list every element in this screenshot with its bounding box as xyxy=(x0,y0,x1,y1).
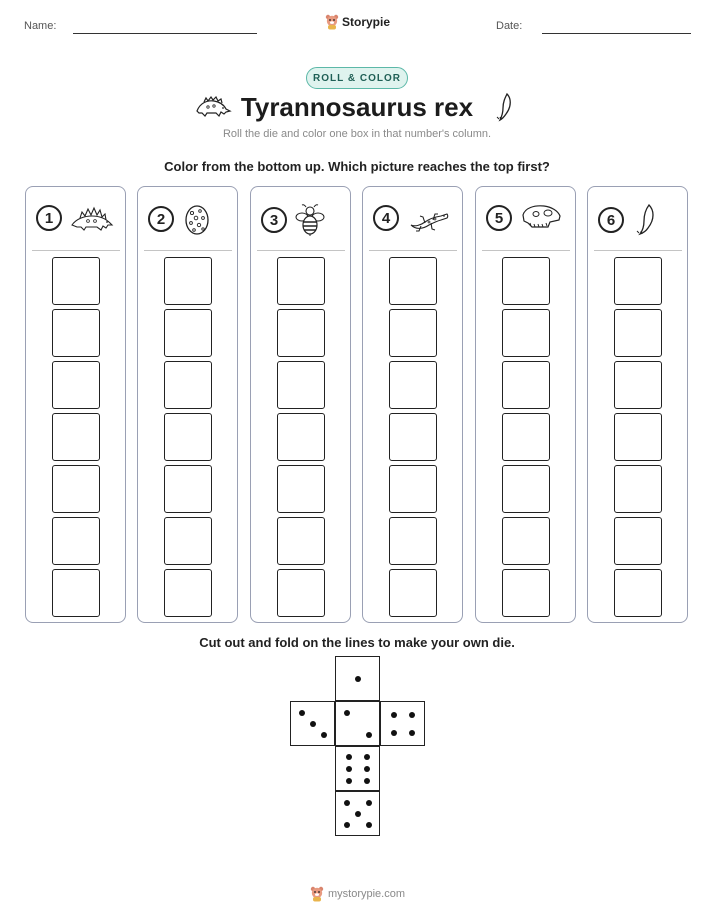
column-header xyxy=(36,203,114,233)
color-box[interactable] xyxy=(502,309,550,357)
color-box[interactable] xyxy=(389,413,437,461)
color-box[interactable] xyxy=(277,309,325,357)
dinosaur-skull-icon xyxy=(520,203,562,233)
die-net[interactable] xyxy=(290,656,426,836)
cut-instruction: Cut out and fold on the lines to make your own die. xyxy=(199,635,515,650)
column-divider xyxy=(482,250,570,251)
page-title: Tyrannosaurus rex xyxy=(240,92,474,122)
color-box[interactable] xyxy=(614,257,662,305)
color-box[interactable] xyxy=(164,465,212,513)
color-box[interactable] xyxy=(277,257,325,305)
die-face-6[interactable] xyxy=(335,746,380,791)
color-box[interactable] xyxy=(614,517,662,565)
color-box[interactable] xyxy=(164,309,212,357)
bee-icon xyxy=(295,203,325,237)
number-badge: 6 xyxy=(598,207,624,233)
color-box[interactable] xyxy=(389,257,437,305)
color-box[interactable] xyxy=(389,569,437,617)
column-header xyxy=(486,203,562,233)
color-box[interactable] xyxy=(52,257,100,305)
pip xyxy=(409,712,415,718)
pip xyxy=(391,730,397,736)
pip xyxy=(409,730,415,736)
die-face-5[interactable] xyxy=(335,791,380,836)
die-face-4[interactable] xyxy=(380,701,425,746)
color-box[interactable] xyxy=(277,569,325,617)
brand-logo xyxy=(325,14,390,30)
color-box[interactable] xyxy=(52,517,100,565)
color-box[interactable] xyxy=(52,465,100,513)
color-box[interactable] xyxy=(277,413,325,461)
color-box[interactable] xyxy=(277,517,325,565)
color-box[interactable] xyxy=(502,361,550,409)
column-3 xyxy=(250,186,351,623)
die-face-3[interactable] xyxy=(290,701,335,746)
pip xyxy=(299,710,305,716)
color-box[interactable] xyxy=(389,517,437,565)
stegosaurus-icon xyxy=(70,203,114,233)
die-face-2[interactable] xyxy=(335,701,380,746)
pip xyxy=(346,778,352,784)
column-divider xyxy=(369,250,457,251)
column-header xyxy=(373,203,451,233)
color-box[interactable] xyxy=(277,361,325,409)
tooth-icon xyxy=(492,92,516,122)
color-box[interactable] xyxy=(502,517,550,565)
column-header xyxy=(148,203,212,235)
column-divider xyxy=(257,250,345,251)
pip xyxy=(344,822,350,828)
color-box[interactable] xyxy=(614,465,662,513)
instruction-text: Color from the bottom up. Which picture reaches the top first? xyxy=(164,159,550,174)
footer-url[interactable]: mystorypie.com xyxy=(328,888,406,900)
color-box[interactable] xyxy=(614,569,662,617)
color-box[interactable] xyxy=(164,257,212,305)
date-label: Date: xyxy=(496,20,523,32)
column-1 xyxy=(25,186,126,623)
column-divider xyxy=(144,250,232,251)
pip xyxy=(355,811,361,817)
roll-color-badge: ROLL & COLOR xyxy=(306,67,408,89)
subtitle: Roll the die and color one box in that number's column. xyxy=(222,128,492,140)
color-box[interactable] xyxy=(52,309,100,357)
column-4 xyxy=(362,186,463,623)
pip xyxy=(346,754,352,760)
name-label: Name: xyxy=(24,20,57,32)
color-box[interactable] xyxy=(277,465,325,513)
pip xyxy=(355,676,361,682)
pip xyxy=(321,732,327,738)
color-box[interactable] xyxy=(52,413,100,461)
color-box[interactable] xyxy=(52,569,100,617)
color-box[interactable] xyxy=(52,361,100,409)
pip xyxy=(344,710,350,716)
pip xyxy=(366,822,372,828)
pip xyxy=(364,766,370,772)
color-box[interactable] xyxy=(502,465,550,513)
brand-name: Storypie xyxy=(342,15,391,29)
footer xyxy=(310,886,405,902)
column-divider xyxy=(32,250,120,251)
color-box[interactable] xyxy=(164,361,212,409)
lizard-icon xyxy=(407,203,451,233)
color-box[interactable] xyxy=(164,569,212,617)
pip xyxy=(364,778,370,784)
column-5 xyxy=(475,186,576,623)
bear-mascot-icon xyxy=(325,14,339,30)
color-box[interactable] xyxy=(389,465,437,513)
color-box[interactable] xyxy=(164,413,212,461)
pip xyxy=(364,754,370,760)
number-badge: 1 xyxy=(36,205,62,231)
color-box[interactable] xyxy=(389,361,437,409)
pip xyxy=(344,800,350,806)
date-line[interactable] xyxy=(542,33,691,34)
tooth-icon xyxy=(632,203,658,237)
pip xyxy=(346,766,352,772)
color-box[interactable] xyxy=(502,413,550,461)
pip xyxy=(366,800,372,806)
color-box[interactable] xyxy=(389,309,437,357)
color-box[interactable] xyxy=(502,257,550,305)
die-face-1[interactable] xyxy=(335,656,380,701)
color-box[interactable] xyxy=(614,361,662,409)
number-badge: 4 xyxy=(373,205,399,231)
bear-mascot-icon xyxy=(310,886,324,902)
pip xyxy=(366,732,372,738)
column-divider xyxy=(594,250,682,251)
dinosaur-egg-icon xyxy=(182,203,212,235)
name-line[interactable] xyxy=(73,33,257,34)
number-badge: 3 xyxy=(261,207,287,233)
column-header xyxy=(598,203,658,237)
column-2 xyxy=(137,186,238,623)
color-box[interactable] xyxy=(502,569,550,617)
column-header xyxy=(261,203,325,237)
number-badge: 5 xyxy=(486,205,512,231)
color-box[interactable] xyxy=(614,309,662,357)
column-6 xyxy=(587,186,688,623)
number-badge: 2 xyxy=(148,206,174,232)
pip xyxy=(310,721,316,727)
color-box[interactable] xyxy=(614,413,662,461)
pip xyxy=(391,712,397,718)
color-box[interactable] xyxy=(164,517,212,565)
